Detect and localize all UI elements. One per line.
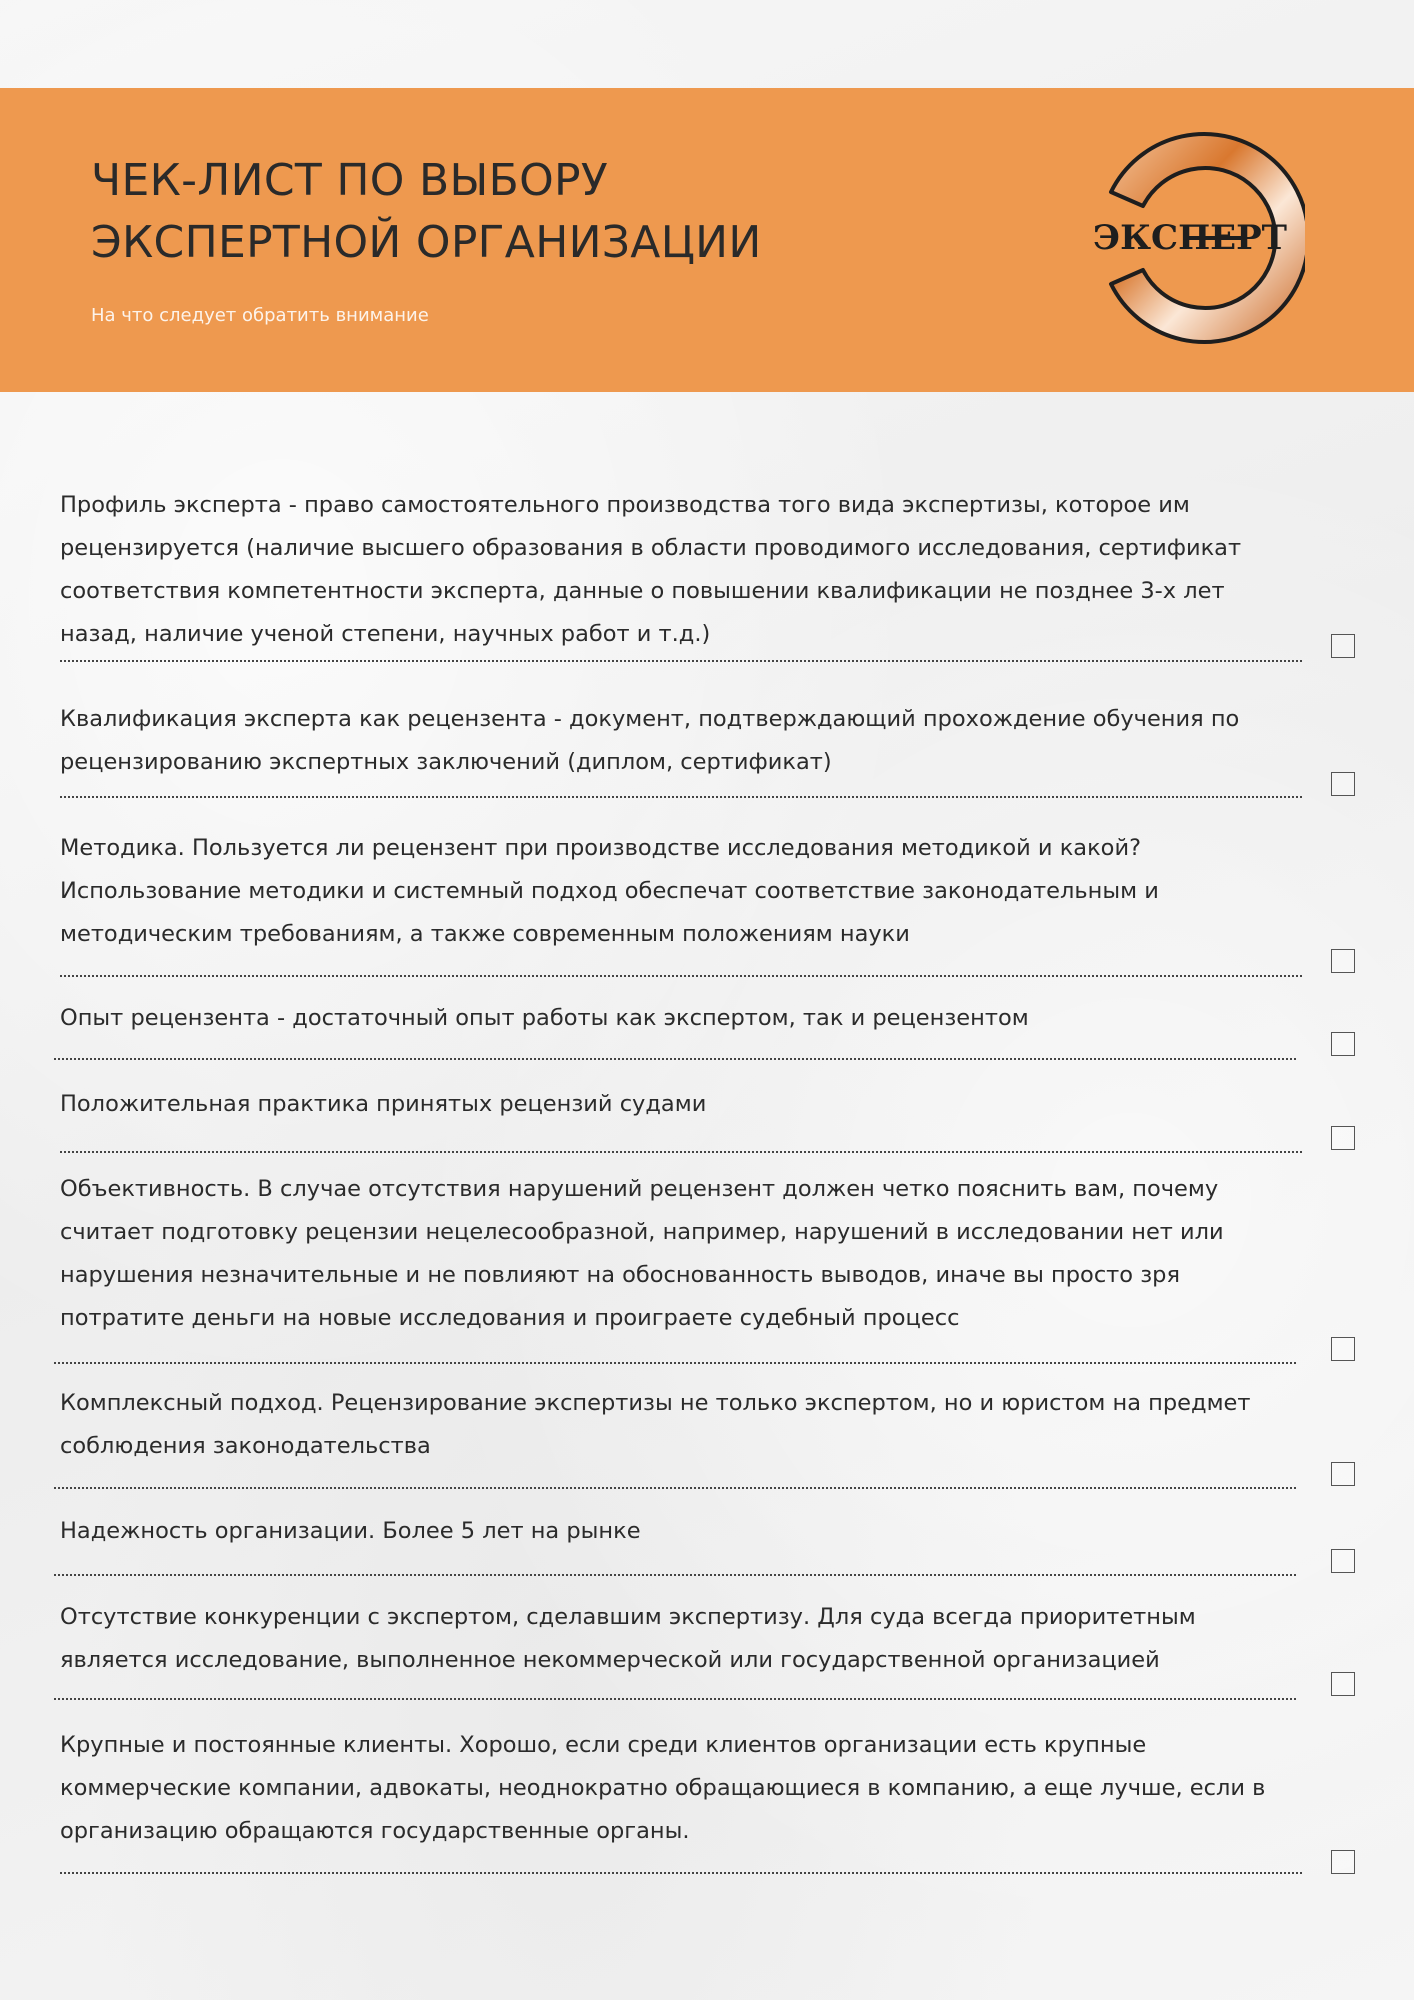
list-item: [60, 1510, 1302, 1553]
list-item: [60, 827, 1302, 956]
dotted-divider: [54, 1362, 1296, 1364]
list-item: [60, 1083, 1302, 1126]
item-checkbox[interactable]: [1331, 1126, 1355, 1150]
dotted-divider: [60, 975, 1302, 977]
item-checkbox[interactable]: [1331, 1337, 1355, 1361]
list-item: [60, 484, 1302, 656]
dotted-divider: [54, 1574, 1296, 1576]
item-checkbox[interactable]: [1331, 1462, 1355, 1486]
page-title: [91, 150, 762, 274]
list-item-text: Методика. Пользуется ли рецензент при производстве исследования методикой и какой? Использование методики и системный подход обеспечат соответствие законодательным и методическим требованиям, а также современным положениям науки: [60, 835, 1159, 947]
item-checkbox[interactable]: [1331, 772, 1355, 796]
list-item: [60, 698, 1302, 784]
item-checkbox[interactable]: [1331, 1549, 1355, 1573]
list-item-text: Надежность организации. Более 5 лет на рынке: [60, 1518, 641, 1544]
list-item: [60, 997, 1302, 1040]
item-checkbox[interactable]: [1331, 1850, 1355, 1874]
list-item-text: Опыт рецензента - достаточный опыт работы как экспертом, так и рецензентом: [60, 1005, 1029, 1031]
list-item-text: Положительная практика принятых рецензий судами: [60, 1091, 707, 1117]
dotted-divider: [60, 1872, 1302, 1874]
logo-wordmark: ЭКСПЕРТ: [1093, 218, 1287, 258]
dotted-divider: [54, 1698, 1296, 1700]
list-item: [60, 1168, 1302, 1340]
item-checkbox[interactable]: [1331, 634, 1355, 658]
page-title-line-2: ЭКСПЕРТНОЙ ОРГАНИЗАЦИИ: [91, 217, 762, 268]
list-item: [60, 1382, 1302, 1468]
dotted-divider: [60, 1151, 1302, 1153]
list-item: [60, 1724, 1302, 1853]
list-item: [60, 1596, 1302, 1682]
dotted-divider: [54, 1058, 1296, 1060]
page-subtitle: На что следует обратить внимание: [91, 305, 429, 326]
list-item-text: Объективность. В случае отсутствия нарушений рецензент должен четко пояснить вам, почему считает подготовку рецензии нецелесообразной, например, нарушений в исследовании нет или нарушения незначительные и не повлияют на обоснованность выводов, иначе вы просто зря потратите деньги на новые исследования и проиграете судебный процесс: [60, 1176, 1224, 1331]
dotted-divider: [60, 660, 1302, 662]
page-title-line-1: ЧЕК-ЛИСТ ПО ВЫБОРУ: [91, 155, 608, 206]
list-item-text: Отсутствие конкуренции с экспертом, сделавшим экспертизу. Для суда всегда приоритетным является исследование, выполненное некоммерческой или государственной организацией: [60, 1604, 1196, 1673]
item-checkbox[interactable]: [1331, 1032, 1355, 1056]
list-item-text: Комплексный подход. Рецензирование экспертизы не только экспертом, но и юристом на предмет соблюдения законодательства: [60, 1390, 1251, 1459]
list-item-text: Квалификация эксперта как рецензента - документ, подтверждающий прохождение обучения по рецензированию экспертных заключений (диплом, сертификат): [60, 706, 1240, 775]
list-item-text: Крупные и постоянные клиенты. Хорошо, если среди клиентов организации есть крупные коммерческие компании, адвокаты, неоднократно обращающиеся в компанию, а еще лучше, если в организацию обращаются государственные органы.: [60, 1732, 1266, 1844]
list-item-text: Профиль эксперта - право самостоятельного производства того вида экспертизы, которое им рецензируется (наличие высшего образования в области проводимого исследования, сертификат соответствия компетентности эксперта, данные о повышении квалификации не позднее 3-х лет назад, наличие ученой степени, научных работ и т.д.): [60, 492, 1242, 647]
item-checkbox[interactable]: [1331, 1672, 1355, 1696]
expert-logo: [1075, 122, 1305, 354]
item-checkbox[interactable]: [1331, 949, 1355, 973]
dotted-divider: [60, 796, 1302, 798]
dotted-divider: [54, 1487, 1296, 1489]
